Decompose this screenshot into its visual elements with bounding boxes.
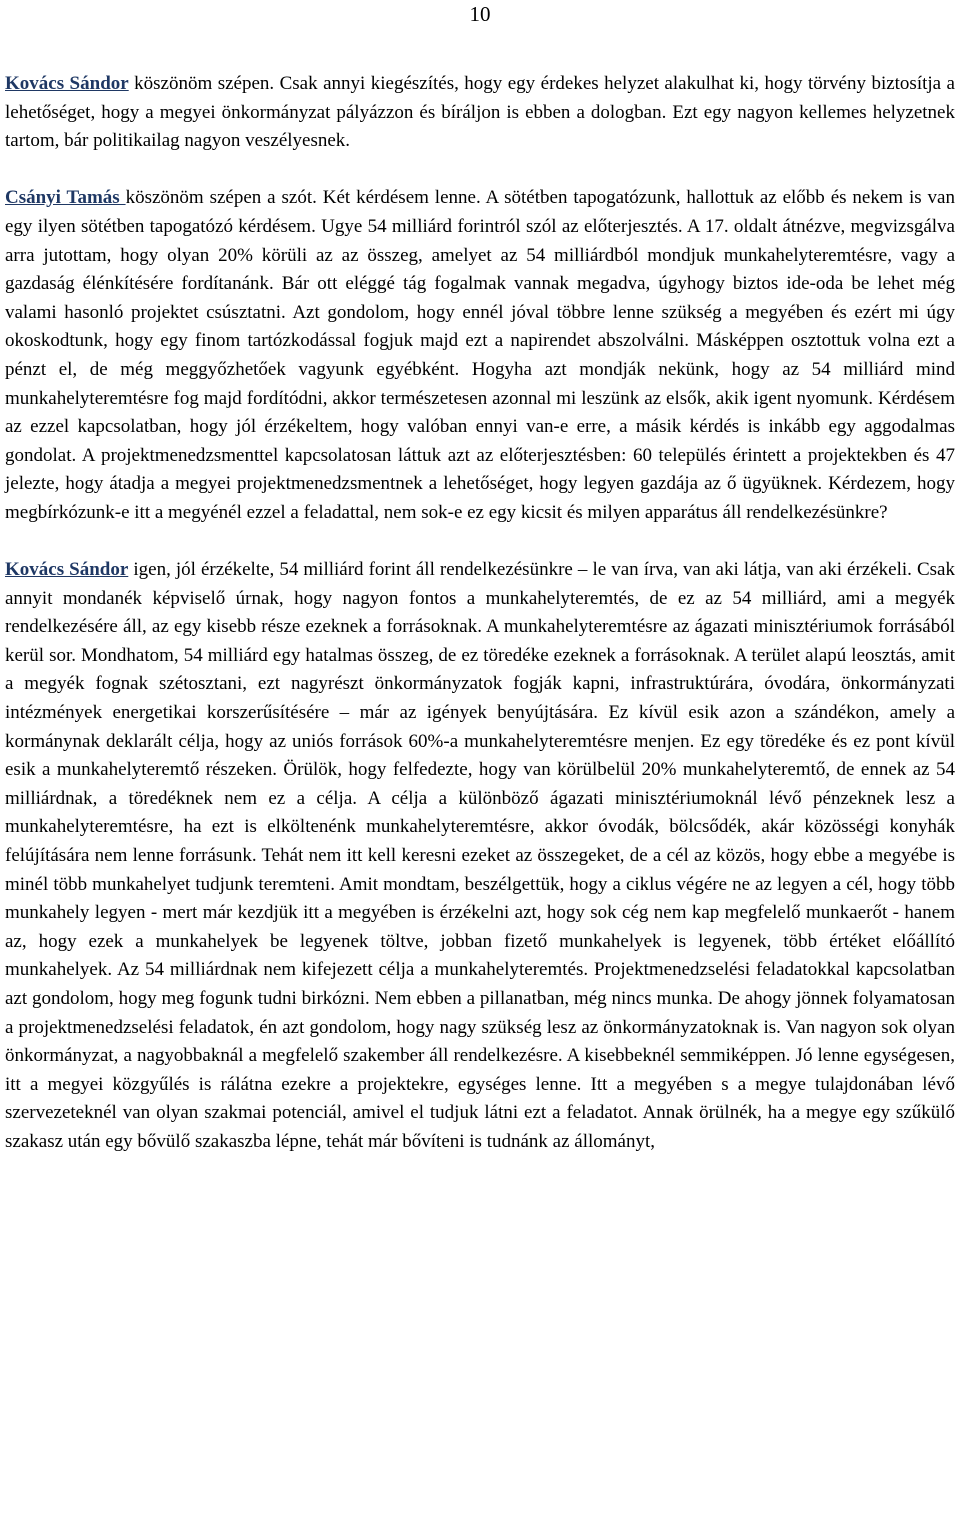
paragraph-text: köszönöm szépen. Csak annyi kiegészítés, hogy egy érdekes helyzet alakulhat ki, hogy törvény biztosítja a lehetőséget, hogy a megyei önkormányzat pályázzon és bíráljon is ebben a dologban. Ezt egy nagyon kellemes helyzetnek tartom, bár politikailag nagyon veszélyesnek. bbox=[5, 73, 955, 152]
paragraph-text: köszönöm szépen a szót. Két kérdésem lenne. A sötétben tapogatózunk, hallottuk az előbb és nekem is van egy ilyen sötétben tapogatózó kérdésem. Ugye 54 milliárd forintról szól az előterjesztés. A 17. oldalt átnézve, megvizsgálva arra jutottam, hogy olyan 20% körüli az az összeg, amelyet az 54 milliárdból mondjuk munkahelyteremtésre, vagy a gazdaság élénkítésére fordítanánk. Bár ott eléggé tág fogalmak vannak megadva, úgyhogy biztos ide-oda be lehet még valami hasonló projektet csúsztatni. Azt gondolom, hogy ennél jóval többre lenne szükség a megyében és ezért mi úgy okoskodtunk, hogy egy finom tartózkodással fogjuk majd ezt a napirendet abszolválni. Másképpen osztottuk volna ezt a pénzt el, de még meggyőzhetőek vagyunk egyébként. Hogyha azt mondják nekünk, hogy az 54 milliárd mind munkahelyteremtésre fog majd fordítódni, akkor természetesen azonnal mi leszünk az elsők, akik igent nyomunk. Kérdésem az ezzel kapcsolatban, hogy jól érzékeltem, hogy valóban ennyi van-e erre, a másik kérdés is inkább egy aggodalmas gondolat. A projektmenedzsmenttel kapcsolatosan láttuk azt az előterjesztésben: 60 település érintett a projektekben és 47 jelezte, hogy átadja a megyei projektmenedzsmentnek a lehetőséget, hogy legyen gazdája az ő ügyüknek. Kérdezem, hogy megbírkózunk-e itt a megyénél ezzel a feladattal, nem sok-e ez egy kicsit és milyen apparátus áll rendelkezésünkre? bbox=[5, 187, 955, 523]
paragraph-kovacs-1 bbox=[5, 70, 955, 156]
paragraph-kovacs-2 bbox=[5, 556, 955, 1156]
speaker-name: Csányi Tamás bbox=[5, 187, 126, 209]
speaker-name: Kovács Sándor bbox=[5, 73, 129, 94]
page-number: 10 bbox=[469, 2, 491, 26]
document-body bbox=[5, 70, 955, 1185]
speaker-name: Kovács Sándor bbox=[5, 559, 129, 581]
paragraph-csanyi bbox=[5, 184, 955, 527]
paragraph-text: igen, jól érzékelte, 54 milliárd forint áll rendelkezésünkre – le van írva, van aki látja, van aki érzékeli. Csak annyit mondanék képviselő úrnak, hogy nagyon fontos a munkahelyteremtés, de ez az 54 milliárd, ami a megyék rendelkezésére áll, az egy kisebb része ezeknek a forrásoknak. A munkahelyteremtésre az ágazati minisztériumok forrásából kerül sor. Mondhatom, 54 milliárd egy hatalmas összeg, de ez töredéke ezeknek a forrásoknak. A terület alapú leosztás, amit a megyék fognak szétosztani, ezt nagyrészt önkormányzatok fogják kapni, infrastruktúrára, óvodára, önkormányzati intézmények energetikai korszerűsítésére – már az igények benyújtására. Ez kívül esik azon a szándékon, amely a kormánynak deklarált célja, hogy az uniós források 60%-a munkahelyteremtésre menjen. Ez egy töredéke és ez pont kívül esik a munkahelyteremtő részeken. Örülök, hogy felfedezte, hogy van körülbelül 20% munkahelyteremtő, de ennek az 54 milliárdnak, a töredéknek nem ez a célja. A célja a különböző ágazati minisztériumoknál lévő pénzeknek lesz a munkahelyteremtésre, ha ezt is elköltenénk munkahelyteremtésre, akkor óvodák, bölcsődék, akár közösségi konyhák felújítására nem lenne forrásunk. Tehát nem itt kell keresni ezeket az összegeket, de a cél az közös, hogy ebbe a megyébe is minél több munkahelyet tudjunk teremteni. Amit mondtam, beszélgettük, hogy a ciklus végére ne az legyen a cél, hogy több munkahely legyen - mert már kezdjük itt a megyében is érzékelni azt, hogy sok cég nem kap megfelelő munkaerőt - hanem az, hogy ezek a munkahelyek be legyenek töltve, jobban fizető munkahelyek is legyenek, több értéket előállító munkahelyek. Az 54 milliárdnak nem kifejezett célja a munkahelyteremtés. Projektmenedzselési feladatokkal kapcsolatban azt gondolom, hogy meg fogunk tudni birkózni. Nem ebben a pillanatban, még nincs munka. De ahogy jönnek folyamatosan a projektmenedzselési feladatok, én azt gondolom, hogy nagy szükség lesz az önkormányzatoknak is. Van nagyon sok olyan önkormányzat, a nagyobbaknál a megfelelő szakember áll rendelkezésre. A kisebbeknél semmiképpen. Jó lenne egységesen, itt a megyei közgyűlés is rálátna ezekre a projektekre, egységes lenne. Itt a megyében s a megye tulajdonában lévő szervezeteknél van olyan szakmai potenciál, amivel el tudjuk látni ezt a feladatot. Annak örülnék, ha a megye egy szűkülő szakasz után egy bővülő szakaszba lépne, tehát már bővíteni is tudnánk az állományt, bbox=[5, 559, 955, 1152]
